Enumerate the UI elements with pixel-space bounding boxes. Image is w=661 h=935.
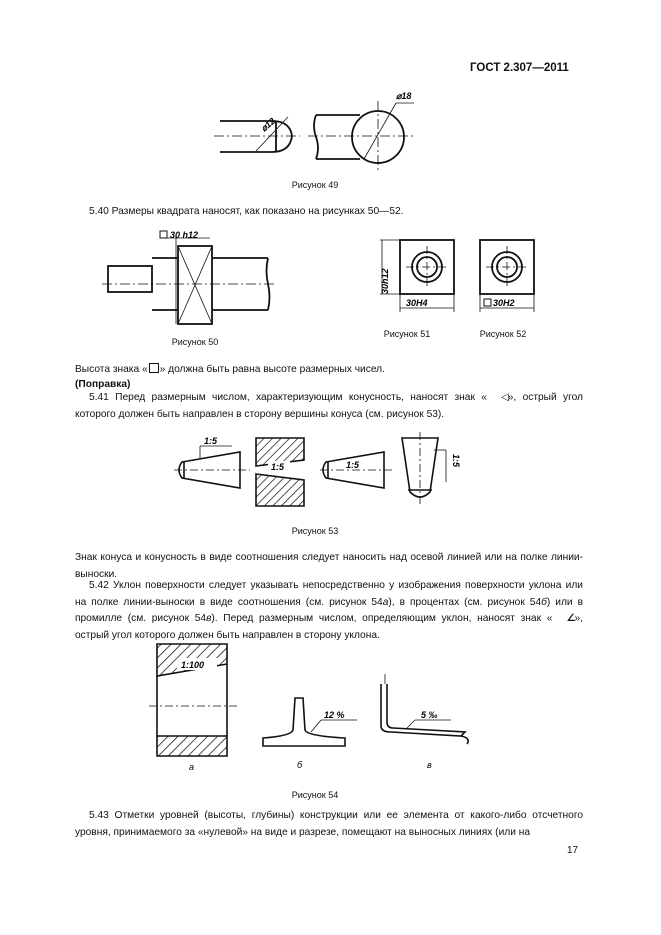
fig49-dim-large: ⌀18 xyxy=(396,91,412,101)
fig53-ratio-1: 1:5 xyxy=(204,436,218,446)
fig54-label-c: в xyxy=(427,760,432,770)
fig54-percent-b: 12 % xyxy=(324,710,345,720)
fig54-permille-c: 5 ‰ xyxy=(421,710,438,720)
slope-sign-icon: ∠ xyxy=(566,613,575,625)
figure-53-caption: Рисунок 53 xyxy=(291,526,339,536)
fig49-dim-small: ⌀12 xyxy=(258,115,278,134)
figure-49-caption: Рисунок 49 xyxy=(291,180,339,190)
paragraph-5-43: 5.43 Отметки уровней (высоты, глубины) конструкции или ее элемента от какого-либо отсчетного уровня, принимаемого за «нулевой» на виде и разрезе, помещают на выносных линиях (или на xyxy=(75,810,583,838)
cone-sign-icon: ◁ xyxy=(500,392,508,403)
figure-52-caption: Рисунок 52 xyxy=(479,329,527,339)
fig53-ratio-4: 1:5 xyxy=(451,454,461,468)
figure-51-drawing xyxy=(374,232,464,322)
figure-52-drawing xyxy=(470,232,550,322)
fig54-label-b: б xyxy=(297,760,303,770)
paragraph-5-41: 5.41 Перед размерным числом, характеризующим конусность, наносят знак « ◁», острый угол которого должен быть направлен в сторону вершины конуса (см. рисунок 53). xyxy=(75,392,584,420)
paragraph-5-40: 5.40 Размеры квадрата наносят, как показано на рисунках 50—52. xyxy=(89,206,404,217)
fig53-ratio-2: 1:5 xyxy=(271,462,285,472)
figure-54-drawing xyxy=(145,640,505,780)
amendment-label: (Поправка) xyxy=(75,379,131,390)
figure-50-drawing xyxy=(100,228,280,328)
figure-53-drawing xyxy=(170,430,470,510)
fig51-dim-horizontal: 30H4 xyxy=(406,298,428,308)
fig54-ratio-a: 1:100 xyxy=(181,660,205,670)
fig54-label-a: а xyxy=(189,762,195,772)
figure-50-caption: Рисунок 50 xyxy=(171,337,219,347)
figure-54-caption: Рисунок 54 xyxy=(291,790,339,800)
figure-49-drawing xyxy=(200,85,440,165)
fig53-ratio-3: 1:5 xyxy=(346,460,360,470)
cone-note: Знак конуса и конусность в виде соотношения следует наносить над осевой линией или на полке линии-выноски. xyxy=(75,552,583,580)
paragraph-5-42: 5.42 Уклон поверхности следует указывать непосредственно у изображения поверхности уклона или на полке линии-выноски в виде соотношения (см. рисунок 54а), в процентах (см. рисунок 54б) или в промилле (см. рисунок 54в). Перед размерным числом, определяющим уклон, наносят знак « ∠», острый угол которого должен быть направлен в сторону уклона. xyxy=(75,580,583,641)
square-sign-icon xyxy=(149,363,159,373)
page-number: 17 xyxy=(567,845,579,856)
figure-51-caption: Рисунок 51 xyxy=(383,329,431,339)
fig50-dim: 30 h12 xyxy=(170,230,199,240)
sign-height-note: Высота знака « » должна быть равна высоте размерных чисел. xyxy=(75,364,385,375)
fig51-dim-vertical: 30h12 xyxy=(380,268,390,294)
fig52-dim: 30H2 xyxy=(493,298,515,308)
standard-header: ГОСТ 2.307—2011 xyxy=(470,62,569,74)
